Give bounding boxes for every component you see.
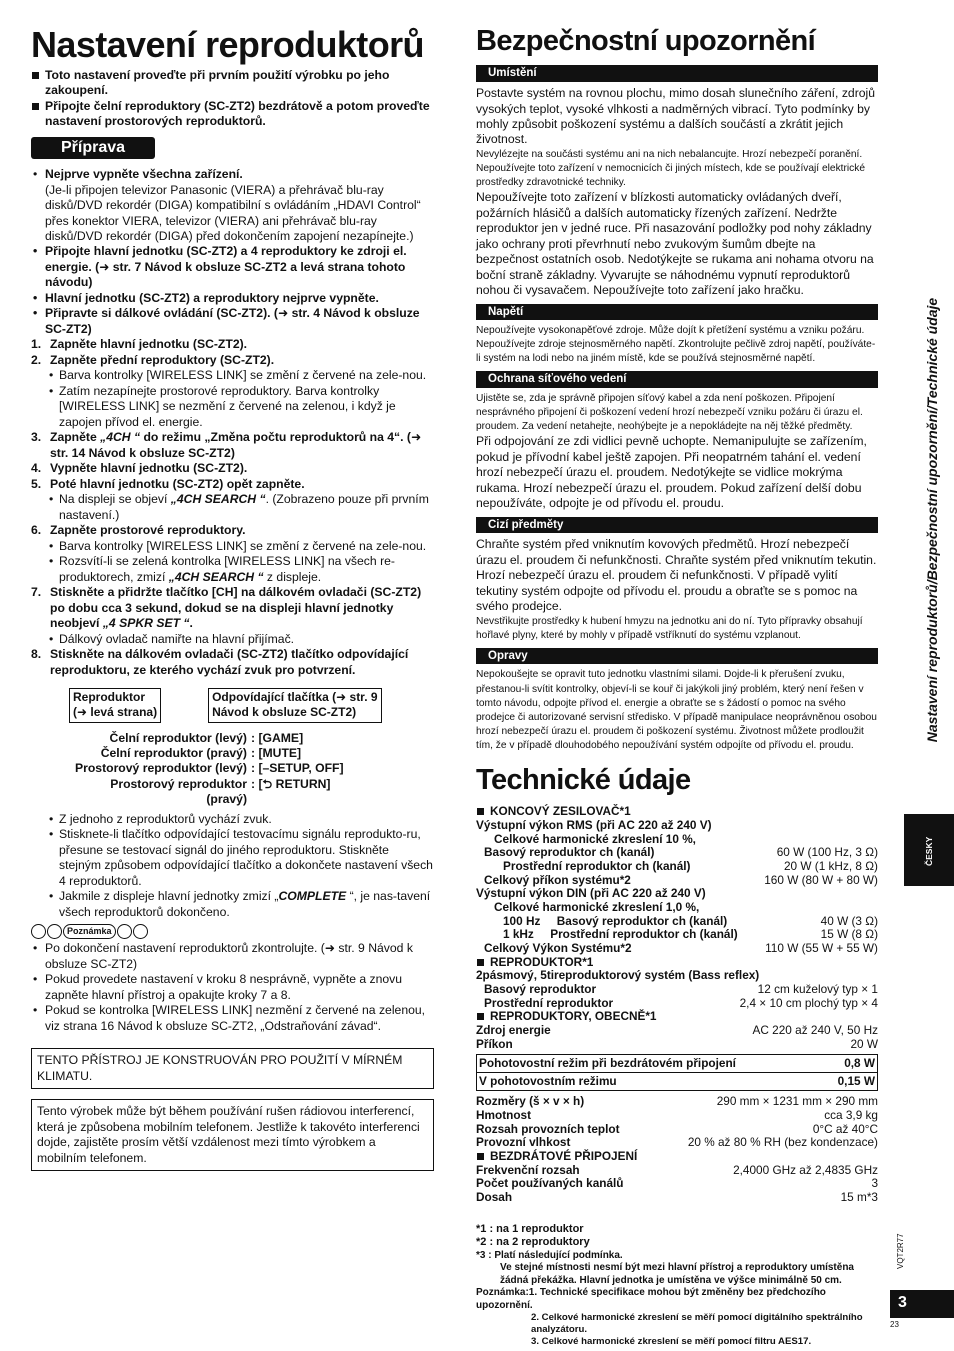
step-2: 2. Zapněte přední reproduktory (SC-ZT2). bbox=[31, 352, 275, 367]
section-cord-heading: Ochrana síťového vedení bbox=[476, 371, 878, 388]
specifications-title: Technické údaje bbox=[476, 763, 691, 796]
step-6-note: • Barva kontrolky [WIRELESS LINK] se změní z červené na zele-nou. bbox=[31, 539, 434, 554]
spec-heading: REPRODUKTORY, OBECNĚ*1 bbox=[476, 1010, 878, 1024]
spec-label: 100 Hz Basový reproduktor ch (kanál) bbox=[503, 913, 728, 928]
footnote: 3. Celkové harmonické zkreslení se měří pomocí filtru AES17. bbox=[531, 1335, 812, 1347]
spec-label: Prostřední reproduktor bbox=[484, 995, 614, 1010]
mapping-button: : [MUTE] bbox=[251, 745, 302, 760]
cord-text: Při odpojování ze zdi vidlici pevně uchopte. Nemanipulujte se zařízením, pokud je přívodní kabel ještě zapojen. Při neopatrném tahání el. vedení hrozí nebezpečí úrazu el. proudem. Nedotýkejte se vidlice mokrýma rukama. Hrozí nebezpečí úrazu el. proudem. Pokud zařízení delší dobu nepoužíváte, odpojte je od přívodu el. proudu. bbox=[476, 434, 867, 511]
right-column bbox=[476, 26, 878, 1348]
placement-text: Postavte systém na rovnou plochu, mimo dosah slunečního záření, zdrojů vysokých teplot, vysoké vlhkosti a nadměrných vibrací. Tyto podmínky by mohly způsobit poškození systému a dalších součástí a zkrátit jejich životnost. bbox=[476, 86, 876, 147]
step-2-note: • Zatím nezapínejte prostorové reproduktory. Barva kontrolky [WIRELESS LINK] se nezmění z červené na zelenou, i když je zapojen přívod el. energie. bbox=[31, 384, 434, 430]
spec-label: Celkový Výkon Systému*2 bbox=[484, 941, 632, 956]
spec-label: Hmotnost bbox=[476, 1108, 532, 1123]
interference-notice: Tento výrobek může být během používání rušen rádiovou interferencí, která je způsobena mobilním telefonem. Jestliže k takovéto interferenci dojde, zajistěte prosím větší vzdálenost mezi tímto výrobkem a mobilním telefonem. bbox=[31, 1099, 434, 1171]
table-header-button: Odpovídající tlačítka (➜ str. 9 Návod k obsluze SC-ZT2) bbox=[209, 689, 381, 722]
spec-value: 12 cm kuželový typ × 1 bbox=[757, 982, 878, 997]
note-bubble-icon bbox=[133, 924, 148, 939]
footnote: *3 : Platí následující podmínka. bbox=[476, 1250, 623, 1261]
prep-item: • Hlavní jednotku (SC-ZT2) a reproduktory nejprve vypněte. bbox=[31, 291, 434, 306]
page-number: 3 bbox=[890, 1290, 954, 1318]
spec-heading: KONCOVÝ ZESILOVAČ*1 bbox=[476, 805, 878, 819]
mapping-speaker: Prostorový reproduktor (pravý) bbox=[110, 776, 247, 807]
footnotes bbox=[476, 1223, 878, 1348]
section-repair-heading: Opravy bbox=[476, 648, 878, 665]
spec-label: 1 kHz Prostřední reproduktor ch (kanál) bbox=[503, 927, 738, 942]
spec-value: 40 W (3 Ω) bbox=[820, 913, 878, 928]
table-row: Pohotovostní režim při bezdrátovém připojení 0,8 W bbox=[479, 1056, 875, 1071]
note-item: • Pokud provedete nastavení v kroku 8 nesprávně, vypněte a znovu zapněte hlavní přístroj a opakujte kroky 7 a 8. bbox=[31, 972, 434, 1003]
document-id: VQT2R77 bbox=[896, 1233, 905, 1269]
speaker-button-mapping bbox=[67, 731, 434, 808]
cord-small: Ujistěte se, zda je správně připojen síťový kabel a zda není poškozen. Připojení nesprávného připojení či poškození vedení hrozí nebezpečí vzniku požáru či úrazu el. proudem. Za vedení netahejte, neohýbejte je a nepokládejte na něj těžké předměty. bbox=[476, 393, 863, 433]
left-column bbox=[31, 26, 434, 1171]
intro-item: Toto nastavení proveďte při prvním použití výrobku po jeho zakoupení. bbox=[31, 68, 434, 99]
spec-label: Rozměry (š × v × h) bbox=[476, 1094, 585, 1109]
step-6: 6. Zapněte prostorové reproduktory. bbox=[31, 523, 246, 538]
repair-small: Nepokoušejte se opravit tuto jednotku vlastními silami. Dojde-li k přerušení zvuku, přestanou-li svítit kontrolky, objeví-li se kouř či jakýkoli jiný problém, který není řešen v tomto návodu, odpojte přívod el. energie a obraťte se s žádostí o pomoc na svého prodejce či autorizované servisní středisko. V případě manipulace neoprávněnou osobou hrozí nebezpečí úrazu el. proudem či poškození systému. Životnost můžete prodloužit tím, že v případě dlouhodobého nepoužívání systém odpojíte od přívodu el. proudu. bbox=[476, 669, 877, 751]
spec-value: 0°C až 40°C bbox=[812, 1121, 878, 1136]
step-6-note: • Rozsvítí-li se zelená kontrolka [WIRELESS LINK] na všech re-produktorech, zmizí „4CH SEARCH “ z displeje. bbox=[31, 554, 434, 585]
standby-power-table bbox=[476, 1054, 878, 1091]
note-item: • Po dokončení nastavení reproduktorů zkontrolujte. (➜ str. 9 Návod k obsluze SC-ZT2) bbox=[31, 941, 434, 972]
spec-label: Výstupní výkon DIN (při AC 220 až 240 V) bbox=[476, 886, 706, 901]
note-item: • Pokud se kontrolka [WIRELESS LINK] nezmění z červené na zelenou, viz strana 16 Návod k obsluze SC-ZT2, „Odstraňování závad“. bbox=[31, 1003, 434, 1034]
spec-heading: BEZDRÁTOVÉ PŘIPOJENÍ bbox=[476, 1150, 878, 1164]
spec-label: Výstupní výkon RMS (při AC 220 až 240 V) bbox=[476, 818, 712, 833]
note-bubble-icon bbox=[31, 924, 46, 939]
note-bubble-icon bbox=[47, 924, 62, 939]
step-5-note: • Na displeji se objeví „4CH SEARCH “. (Zobrazeno pouze při prvním nastavení.) bbox=[31, 492, 434, 523]
spec-label: Basový reproduktor ch (kanál) bbox=[484, 845, 655, 860]
climate-notice: TENTO PŘÍSTROJ JE KONSTRUOVÁN PRO POUŽITÍ V MÍRNÉM KLIMATU. bbox=[31, 1048, 434, 1089]
spec-value: AC 220 až 240 V, 50 Hz bbox=[752, 1023, 878, 1038]
spec-label: Rozsah provozních teplot bbox=[476, 1121, 620, 1136]
spec-value: 2,4 × 10 cm plochý typ × 4 bbox=[739, 995, 878, 1010]
step-8: 8. Stiskněte na dálkovém ovladači (SC-ZT2) tlačítko odpovídající reproduktoru, ze kterého vychází zvuk pro potvrzení. bbox=[31, 647, 409, 677]
spec-value: 3 bbox=[871, 1176, 878, 1191]
language-label: ČESKY bbox=[924, 836, 934, 866]
prep-item: • Připravte si dálkové ovládání (SC-ZT2). (➜ str. 4 Návod k obsluze SC-ZT2) bbox=[31, 306, 434, 337]
step-2-note: • Barva kontrolky [WIRELESS LINK] se změní z červené na zele-nou. bbox=[31, 368, 434, 383]
step-3: 3. Zapněte „4CH “ do režimu „Změna počtu reproduktorů na 4“. (➜ str. 14 Návod k obsluze SC-ZT2) bbox=[31, 430, 422, 460]
spec-value: 290 mm × 1231 mm × 290 mm bbox=[716, 1094, 878, 1109]
spec-value: 110 W (55 W + 55 W) bbox=[765, 941, 878, 956]
section-foreign-heading: Cizí předměty bbox=[476, 517, 878, 534]
note-heading bbox=[31, 924, 434, 939]
mapping-speaker: Prostorový reproduktor (levý) bbox=[74, 761, 247, 776]
speaker-setup-title: Nastavení reproduktorů bbox=[31, 24, 424, 65]
language-tab bbox=[904, 814, 954, 886]
foreign-small: Nevstřikujte prostředky k hubení hmyzu na jednotku ani do ní. Tyto přípravky obsahují hořlavé plyny, které by mohly v případě vstříknutí do systému vzplanout. bbox=[476, 615, 863, 641]
step-4: 4. Vypněte hlavní jednotku (SC-ZT2). bbox=[31, 461, 248, 476]
mapping-speaker: Čelní reproduktor (pravý) bbox=[100, 745, 247, 760]
footnote: 2. Celkové harmonické zkreslení se měří pomocí digitálního spektrálního analyzátoru. bbox=[531, 1311, 863, 1335]
spec-heading: REPRODUKTOR*1 bbox=[476, 956, 878, 970]
voltage-small: Nepoužívejte vysokonapěťové zdroje. Může dojít k přetížení systému a vzniku požáru. Nepoužívejte zdroje stejnosměrného napětí. Zkontrolujte pečlivě zdroj napětí, používáte-li systém na lodi nebo na jiném místě, kde se používá stejnosměrné napětí. bbox=[476, 325, 876, 365]
placement-text: Nepoužívejte toto zařízení v blízkosti automaticky ovládaných dveří, požárních hlásičů a dalších automaticky řízených zařízení. Nedržte reproduktor jen v jedné ruce. Při nasazování podložky pod nohy základny jako ochrany proti převrhnutí nebo zvukovým šumům dbejte na bezpečnost ostatních osob. Nedotýkejte se rukama ani nohama otvoru na boční straně základny. Vyvarujte se náhodnému vypnutí reproduktorů nohou či vysavačem. Nepoužívejte toto zařízení jako hračku. bbox=[476, 190, 874, 298]
step-7-note: • Dálkový ovladač namiřte na hlavní přijímač. bbox=[31, 632, 434, 647]
footnote: Poznámka:1. Technické specifikace mohou být změněny bez předchozího upozornění. bbox=[476, 1287, 826, 1311]
result-note: • Jakmile z displeje hlavní jednotky zmizí „COMPLETE “, je nas-tavení všech reproduktorů dokončeno. bbox=[31, 889, 434, 920]
section-placement-heading: Umístění bbox=[476, 65, 878, 82]
table-row: V pohotovostním režimu 0,15 W bbox=[479, 1074, 875, 1089]
prep-item: • Připojte hlavní jednotku (SC-ZT2) a 4 reproduktory ke zdroji el. energie. (➜ str. 7 Návod k obsluze SC-ZT2 a levá strana tohoto návodu) bbox=[31, 244, 434, 290]
step-5: 5. Poté hlavní jednotku (SC-ZT2) opět zapněte. bbox=[31, 476, 305, 491]
spec-label: Celkové harmonické zkreslení 10 %, bbox=[494, 831, 696, 846]
result-note: • Z jednoho z reproduktorů vychází zvuk. bbox=[31, 812, 434, 827]
speaker-button-table-header bbox=[69, 688, 382, 722]
prep-item-title: • Nejprve vypněte všechna zařízení. bbox=[45, 167, 243, 182]
spec-value: 2,4000 GHz až 2,4835 GHz bbox=[733, 1162, 878, 1177]
note-bubble-icon bbox=[117, 924, 132, 939]
footnote: *1 : na 1 reproduktor bbox=[476, 1222, 584, 1235]
spec-value: 20 W bbox=[850, 1036, 878, 1051]
step-1: 1. Zapněte hlavní jednotku (SC-ZT2). bbox=[31, 337, 248, 352]
spec-label: Příkon bbox=[476, 1036, 513, 1051]
footnote-body: Ve stejné místnosti nesmí být mezi hlavní přístroj a reproduktory umístěna žádná překážka. Hlavní jednotka je umístěna ve výšce minimálně 50 cm. bbox=[500, 1262, 854, 1286]
spec-label: 2pásmový, 5tireproduktorový systém (Bass reflex) bbox=[476, 968, 760, 983]
spec-label: Zdroj energie bbox=[476, 1023, 551, 1038]
step-7: 7. Stiskněte a přidržte tlačítko [CH] na dálkovém ovladači (SC-ZT2) po dobu cca 3 sekund, dokud se na displeji hlavní jednotky neobjeví „4 SPKR SET “. bbox=[31, 585, 422, 631]
table-header-speaker: Reproduktor (➜ levá strana) bbox=[70, 689, 161, 722]
spec-value: 160 W (80 W + 80 W) bbox=[764, 872, 878, 887]
spec-misc bbox=[476, 1095, 878, 1204]
spec-value: cca 3,9 kg bbox=[824, 1108, 878, 1123]
spec-label: Dosah bbox=[476, 1190, 513, 1205]
intro-item: Připojte čelní reproduktory (SC-ZT2) bezdrátově a potom proveďte nastavení prostorových reproduktorů. bbox=[31, 99, 434, 130]
spec-label: Počet používaných kanálů bbox=[476, 1176, 624, 1191]
page-subnumber: 23 bbox=[890, 1320, 899, 1329]
mapping-speaker: Čelní reproduktor (levý) bbox=[109, 730, 247, 745]
safety-title: Bezpečnostní upozornění bbox=[476, 25, 816, 57]
mapping-button: : [GAME] bbox=[251, 730, 304, 745]
spec-value: 60 W (100 Hz, 3 Ω) bbox=[776, 845, 878, 860]
footnote: *2 : na 2 reproduktory bbox=[476, 1236, 590, 1249]
spec-label: Provozní vlhkost bbox=[476, 1135, 571, 1150]
spec-amplifier bbox=[476, 805, 878, 1051]
spec-value: 20 % až 80 % RH (bez kondenzace) bbox=[687, 1135, 878, 1150]
spec-value: 15 m*3 bbox=[840, 1190, 878, 1205]
spec-label: Celkový příkon systému*2 bbox=[484, 872, 631, 887]
spec-label: Celkové harmonické zkreslení 1,0 %, bbox=[494, 900, 700, 915]
spec-value: 20 W (1 kHz, 8 Ω) bbox=[783, 859, 878, 874]
spec-value: 15 W (8 Ω) bbox=[820, 927, 878, 942]
spec-label: Prostřední reproduktor ch (kanál) bbox=[503, 859, 691, 874]
foreign-text: Chraňte systém před vniknutím kovových předmětů. Hrozí nebezpečí úrazu el. proudem či nefunkčnosti. Chraňte systém před vniknutím tekutin. Hrozí nebezpečí úrazu el. proudem či nefunkčnosti. V případě vylití tekutiny systém odpojte od přívodu el. proudu a obraťte se s pomoc na svého prodejce. bbox=[476, 537, 877, 614]
preparation-heading: Příprava bbox=[31, 137, 155, 159]
section-voltage-heading: Napětí bbox=[476, 304, 878, 321]
placement-small: Nevylézejte na součásti systému ani na nich nebalancujte. Hrozí nebezpečí poranění. Nepoužívejte toto zařízení v nemocnicích či jiných místech, kde se používají elektrické prostředky zdravotnické techniky. bbox=[476, 148, 866, 189]
spec-label: Basový reproduktor bbox=[484, 982, 597, 997]
prep-item-body: (Je-li připojen televizor Panasonic (VIERA) a přehrávač blu-ray disků/DVD rekordér (DIGA) kompatibilní s ovládáním „HDAVI Control“ přes konektor VIERA, televizor (VIERA) ani přehrávač blu-ray disků/DVD rekordér (DIGA) před dokončením zapojení nezapínejte.) bbox=[45, 182, 421, 243]
side-title-text: Nastavení reproduktorů/Bezpečnostní upozornění/Technické údaje bbox=[924, 297, 940, 743]
spec-label: Frekvenční rozsah bbox=[476, 1162, 580, 1177]
prep-item bbox=[31, 167, 434, 244]
mapping-button: : [–SETUP, OFF] bbox=[251, 761, 344, 776]
side-section-title bbox=[904, 240, 940, 800]
result-note: • Stisknete-li tlačítko odpovídající testovacímu signálu reprodukto-ru, přesune se testovací signál do jiného reproduktoru. Stiskněte stejným způsobem odpovídající tlačítko a dokončete nastavení všech 4 reproduktorů. bbox=[31, 827, 434, 889]
mapping-button: : [⮌ RETURN] bbox=[251, 776, 331, 791]
note-label: Poznámka bbox=[63, 924, 116, 939]
